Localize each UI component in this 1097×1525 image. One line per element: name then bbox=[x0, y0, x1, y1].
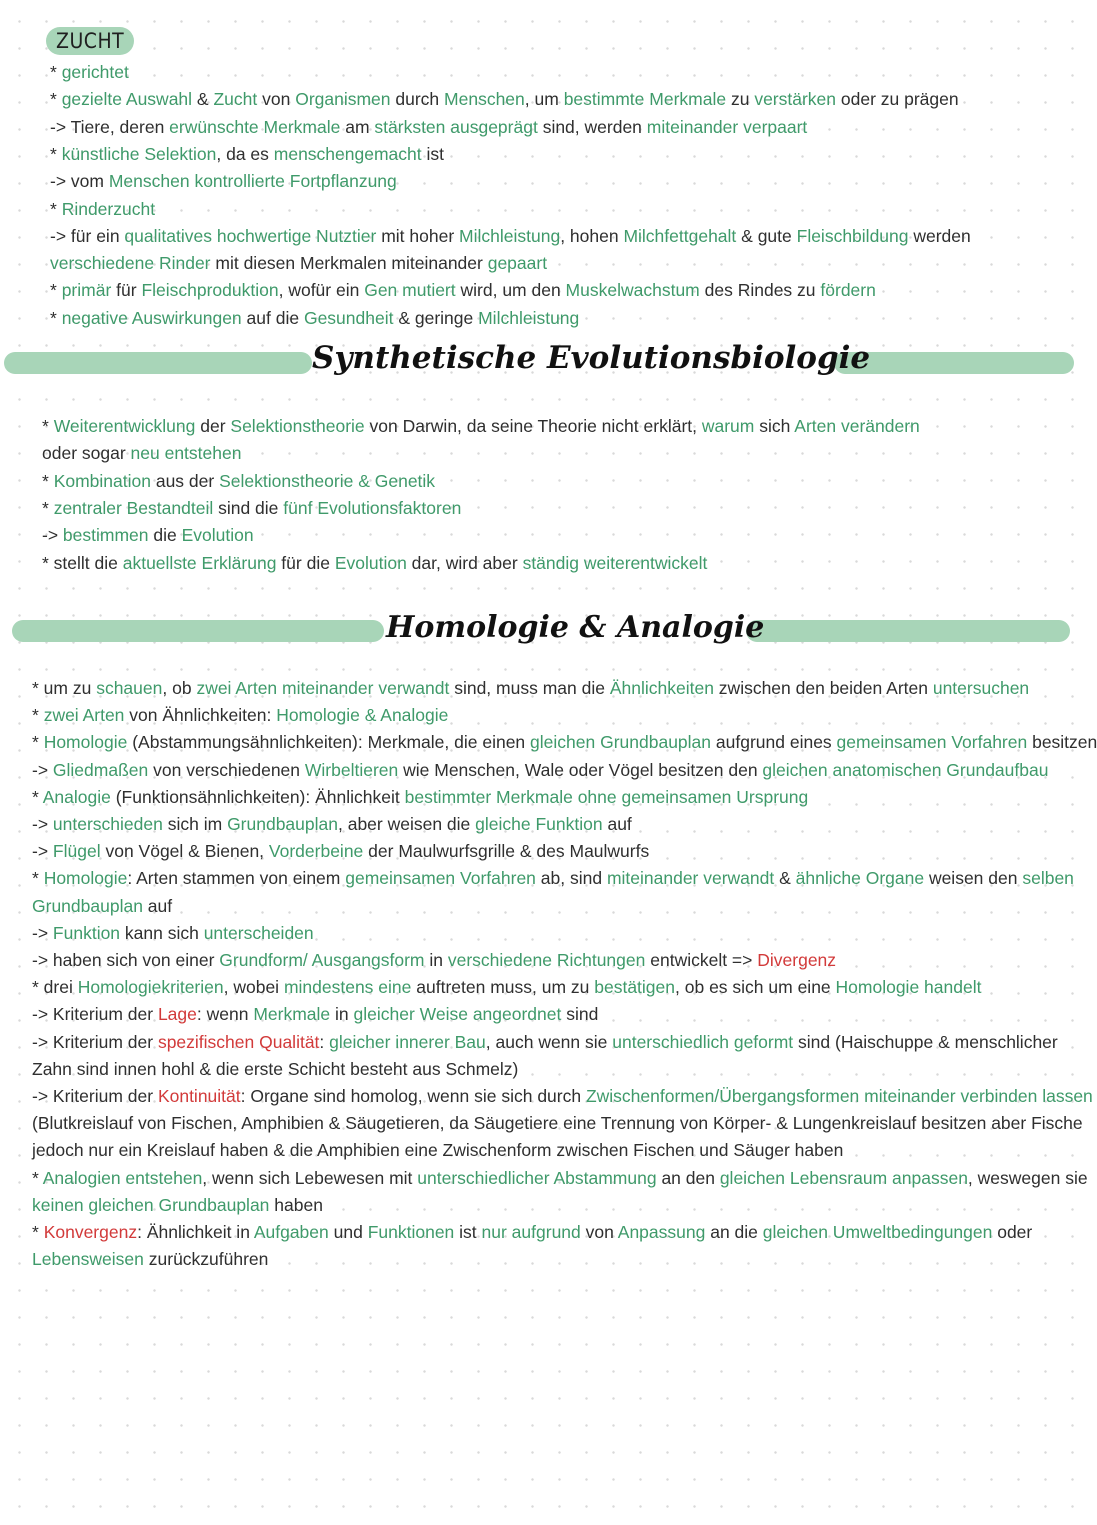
text-segment: * bbox=[50, 62, 62, 82]
text-segment: schauen bbox=[96, 678, 163, 698]
text-segment: , hohen bbox=[560, 225, 624, 246]
homo-line bbox=[32, 1003, 598, 1025]
text-segment: Organismen bbox=[295, 89, 391, 110]
text-segment: Homologie & Analogie bbox=[276, 705, 449, 726]
text-segment: * bbox=[32, 732, 44, 753]
text-segment: und bbox=[328, 1222, 368, 1242]
homo-line bbox=[32, 1167, 1088, 1189]
text-segment: Fleischproduktion bbox=[141, 280, 279, 301]
text-segment: jedoch nur ein Kreislauf haben & die Amphibien eine Zwischenform zwischen Fischen und Säuger haben bbox=[32, 1140, 844, 1161]
text-segment: primär bbox=[61, 280, 112, 301]
text-segment: -> bbox=[32, 814, 53, 834]
text-segment: ist bbox=[454, 1222, 482, 1242]
text-segment: Milchleistung bbox=[459, 225, 561, 246]
text-segment: mit hoher bbox=[376, 225, 460, 246]
zucht-line bbox=[50, 88, 959, 110]
text-segment: von Vögel & Bienen, bbox=[100, 841, 269, 862]
text-segment: -> Kriterium der bbox=[32, 1086, 158, 1106]
text-segment: Konvergenz bbox=[43, 1222, 138, 1242]
text-segment: keinen gleichen Grundbauplan bbox=[32, 1194, 270, 1215]
zucht-line bbox=[50, 198, 155, 220]
text-segment: Grundbauplan bbox=[32, 895, 143, 916]
zucht-line bbox=[50, 116, 807, 138]
synth-line bbox=[42, 415, 920, 437]
text-segment: Kontinuität bbox=[157, 1086, 241, 1106]
synth-line bbox=[42, 524, 254, 546]
homo-line bbox=[32, 1139, 843, 1161]
text-segment: -> für ein bbox=[50, 225, 125, 246]
text-segment: aus der bbox=[150, 470, 220, 491]
homo-line bbox=[32, 677, 1029, 699]
text-segment: Evolution bbox=[181, 525, 254, 546]
text-segment: & geringe bbox=[393, 307, 479, 328]
text-segment: , ob bbox=[162, 678, 197, 698]
text-segment: , wofür ein bbox=[278, 280, 365, 301]
zucht-line bbox=[50, 170, 397, 192]
text-segment: haben bbox=[269, 1194, 323, 1215]
text-segment: * bbox=[50, 307, 62, 328]
text-segment: : Ähnlichkeit in bbox=[137, 1222, 254, 1242]
text-segment: kann sich bbox=[120, 922, 204, 943]
homo-line bbox=[32, 731, 1097, 753]
text-segment: erwünschte Merkmale bbox=[169, 116, 341, 137]
text-segment: Homologie handelt bbox=[835, 977, 982, 998]
homo-line bbox=[32, 1194, 323, 1216]
text-segment: * bbox=[50, 280, 62, 301]
text-segment: entwickelt => bbox=[645, 950, 758, 970]
text-segment: Milchfettgehalt bbox=[623, 225, 737, 246]
text-segment: gerichtet bbox=[61, 62, 129, 82]
text-segment: am bbox=[340, 116, 375, 137]
text-segment: ständig weiterentwickelt bbox=[522, 552, 708, 573]
text-segment: fünf Evolutionsfaktoren bbox=[283, 497, 462, 518]
text-segment: Selektionstheorie & Genetik bbox=[219, 470, 436, 491]
text-segment: , wobei bbox=[223, 977, 284, 998]
text-segment: verstärken bbox=[754, 89, 837, 110]
text-segment: sind, muss man die bbox=[449, 678, 610, 698]
text-segment: Gliedmaßen bbox=[52, 759, 149, 780]
text-segment: * bbox=[50, 143, 62, 164]
text-segment: fördern bbox=[820, 280, 876, 301]
synth-line bbox=[42, 470, 435, 492]
homo-line bbox=[32, 1031, 1058, 1053]
text-segment: von Ähnlichkeiten: bbox=[124, 705, 277, 726]
heading-bar-right-2 bbox=[746, 620, 1070, 642]
text-segment: Vorderbeine bbox=[268, 841, 364, 862]
text-segment: : Arten stammen von einem bbox=[127, 868, 346, 889]
text-segment: Analogien entstehen bbox=[42, 1167, 203, 1188]
text-segment: * bbox=[32, 1222, 44, 1242]
text-segment: von bbox=[580, 1222, 618, 1242]
text-segment: weisen den bbox=[924, 868, 1023, 889]
text-segment: bestimmter Merkmale ohne gemeinsamen Ursprung bbox=[404, 786, 809, 807]
text-segment: ab, sind bbox=[535, 868, 607, 889]
text-segment: bestimmen bbox=[62, 525, 149, 546]
text-segment: Homologiekriterien bbox=[77, 977, 224, 998]
text-segment: -> Tiere, deren bbox=[50, 116, 170, 137]
text-segment: : Organe sind homolog, wenn sie sich durch bbox=[240, 1086, 586, 1106]
text-segment: der Maulwurfsgrille & des Maulwurfs bbox=[363, 841, 650, 862]
text-segment: stärksten ausgeprägt bbox=[374, 116, 538, 137]
homo-line bbox=[32, 1112, 1083, 1134]
text-segment: nur aufgrund bbox=[481, 1222, 581, 1242]
homo-line bbox=[32, 704, 448, 726]
text-segment: -> bbox=[32, 759, 53, 780]
synth-line bbox=[42, 552, 707, 574]
text-segment: auf bbox=[142, 895, 173, 916]
homo-line bbox=[32, 895, 172, 917]
text-segment: * bbox=[32, 868, 44, 889]
text-segment: & bbox=[192, 89, 214, 110]
homo-line bbox=[32, 1058, 518, 1080]
text-segment: Fleischbildung bbox=[796, 225, 909, 246]
text-segment: untersuchen bbox=[932, 678, 1030, 698]
text-segment: auf bbox=[602, 814, 632, 834]
text-segment: mindestens eine bbox=[283, 977, 412, 998]
text-segment: Gesundheit bbox=[303, 307, 394, 328]
text-segment: auftreten muss, um zu bbox=[411, 977, 595, 998]
text-segment: verschiedene Rinder bbox=[50, 253, 211, 274]
text-segment: wird, um den bbox=[455, 280, 566, 301]
text-segment: der bbox=[195, 416, 231, 436]
text-segment: Divergenz bbox=[757, 950, 837, 970]
text-segment: sind bbox=[561, 1004, 599, 1025]
text-segment: Grundform/ Ausgangsform bbox=[219, 950, 425, 970]
zucht-line bbox=[50, 307, 579, 329]
homo-line bbox=[32, 1085, 1093, 1107]
homo-line bbox=[32, 786, 808, 808]
text-segment: * bbox=[42, 497, 54, 518]
text-segment: selben bbox=[1022, 868, 1074, 889]
text-segment: in bbox=[330, 1004, 354, 1025]
text-segment: qualitatives hochwertige Nutztier bbox=[124, 225, 377, 246]
text-segment: -> haben sich von einer bbox=[32, 950, 220, 970]
text-segment: * bbox=[32, 786, 43, 807]
text-segment: Wirbeltieren bbox=[304, 759, 399, 780]
synth-line bbox=[42, 497, 461, 519]
text-segment: gepaart bbox=[487, 253, 548, 274]
zucht-line bbox=[50, 225, 971, 247]
text-segment: Menschen bbox=[444, 89, 525, 110]
text-segment: : wenn bbox=[196, 1004, 254, 1025]
text-segment: (Funktionsähnlichkeiten): Ähnlichkeit bbox=[110, 786, 405, 807]
text-segment: Merkmale bbox=[253, 1004, 331, 1025]
text-segment: -> bbox=[32, 922, 53, 943]
text-segment: miteinander verpaart bbox=[646, 116, 808, 137]
text-segment: * bbox=[42, 470, 54, 491]
text-segment: unterscheiden bbox=[203, 922, 314, 943]
text-segment: miteinander verwandt bbox=[606, 868, 775, 889]
text-segment: , aber weisen die bbox=[337, 814, 476, 834]
text-segment: gemeinsamen Vorfahren bbox=[345, 868, 536, 889]
text-segment: zentraler Bestandteil bbox=[53, 497, 214, 518]
text-segment: künstliche Selektion bbox=[61, 143, 217, 164]
text-segment: Lebensweisen bbox=[32, 1249, 144, 1270]
text-segment: Ähnlichkeiten bbox=[609, 678, 714, 698]
text-segment: spezifischen Qualität bbox=[157, 1031, 320, 1052]
text-segment: * drei bbox=[32, 977, 78, 998]
text-segment: aufgrund eines bbox=[711, 732, 837, 753]
text-segment: gleichen Lebensraum anpassen bbox=[719, 1167, 968, 1188]
text-segment: von Darwin, da seine Theorie nicht erklärt, bbox=[364, 416, 702, 436]
text-segment: & bbox=[774, 868, 796, 889]
text-segment: * bbox=[50, 89, 62, 110]
heading-synthetische-evolutionsbiologie: Synthetische Evolutionsbiologie bbox=[312, 340, 871, 376]
text-segment: gleicher innerer Bau bbox=[329, 1031, 486, 1052]
text-segment: gezielte Auswahl bbox=[61, 89, 193, 110]
homo-line bbox=[32, 759, 1048, 781]
text-segment: ist bbox=[421, 143, 445, 164]
text-segment: Funktionen bbox=[367, 1222, 455, 1242]
homo-line bbox=[32, 840, 649, 862]
text-segment: * bbox=[50, 198, 62, 219]
text-segment: (Abstammungsähnlichkeiten): Merkmale, die einen bbox=[127, 732, 531, 753]
text-segment: unterschiedlich geformt bbox=[612, 1031, 794, 1052]
zucht-line bbox=[50, 61, 129, 83]
text-segment: Grundbauplan bbox=[227, 814, 338, 834]
text-segment: verschiedene Richtungen bbox=[447, 950, 646, 970]
text-segment: negative Auswirkungen bbox=[61, 307, 242, 328]
text-segment: an den bbox=[656, 1167, 720, 1188]
text-segment: zwischen den beiden Arten bbox=[713, 678, 933, 698]
text-segment: unterschiedlicher Abstammung bbox=[417, 1167, 657, 1188]
homo-line bbox=[32, 813, 632, 835]
text-segment: sich bbox=[754, 416, 795, 436]
text-segment: bestimmte Merkmale bbox=[563, 89, 727, 110]
text-segment: Zahn sind innen hohl & die erste Schicht besteht aus Schmelz) bbox=[32, 1058, 519, 1079]
text-segment: zurückzuführen bbox=[143, 1249, 269, 1270]
text-segment: gemeinsamen Vorfahren bbox=[836, 732, 1028, 753]
text-segment: an die bbox=[705, 1222, 763, 1242]
text-segment: ähnliche Organe bbox=[795, 868, 925, 889]
text-segment: , weswegen sie bbox=[967, 1167, 1088, 1188]
text-segment: * bbox=[42, 416, 54, 436]
text-segment: oder bbox=[992, 1222, 1033, 1242]
text-segment: miteinander verbinden lassen bbox=[864, 1086, 1093, 1106]
text-segment: Kombination bbox=[53, 470, 151, 491]
zucht-line bbox=[50, 279, 876, 301]
text-segment: Selektionstheorie bbox=[230, 416, 365, 436]
text-segment: besitzen bbox=[1027, 732, 1097, 753]
text-segment: Menschen kontrollierte Fortpflanzung bbox=[108, 171, 397, 192]
text-segment: von bbox=[257, 89, 296, 110]
text-segment: gleicher Weise angeordnet bbox=[353, 1004, 562, 1025]
text-segment: unterschieden bbox=[52, 814, 163, 834]
text-segment: Rinderzucht bbox=[61, 198, 156, 219]
homo-line bbox=[32, 949, 836, 971]
heading-bar-left bbox=[4, 352, 312, 374]
text-segment: Homologie bbox=[43, 732, 128, 753]
heading-bar-left-2 bbox=[12, 620, 384, 642]
homo-line bbox=[32, 867, 1074, 889]
text-segment: & gute bbox=[736, 225, 797, 246]
text-segment: Flügel bbox=[52, 841, 101, 862]
text-segment: -> vom bbox=[50, 171, 109, 192]
text-segment: Funktion bbox=[52, 922, 121, 943]
text-segment: von verschiedenen bbox=[148, 759, 305, 780]
text-segment: neu entstehen bbox=[130, 443, 242, 464]
text-segment: gleichen Grundbauplan bbox=[530, 732, 712, 753]
text-segment: oder sogar bbox=[42, 443, 131, 464]
text-segment: dar, wird aber bbox=[406, 552, 523, 573]
zucht-line bbox=[50, 143, 444, 165]
text-segment: Anpassung bbox=[617, 1222, 706, 1242]
section-badge-zucht: ZUCHT bbox=[46, 27, 134, 55]
text-segment: Muskelwachstum bbox=[565, 280, 700, 301]
heading-homologie-analogie: Homologie & Analogie bbox=[386, 610, 765, 645]
text-segment: sind (Haischuppe & menschlicher bbox=[793, 1031, 1058, 1052]
text-segment: für die bbox=[276, 552, 335, 573]
text-segment: mit diesen Merkmalen miteinander bbox=[210, 253, 488, 274]
text-segment: (Blutkreislauf von Fischen, Amphibien & Säugetieren, da Säugetiere eine Trennung von Körper- & Lungenkreislauf besitzen aber Fische bbox=[32, 1113, 1083, 1134]
text-segment: , wenn sich Lebewesen mit bbox=[202, 1167, 418, 1188]
text-segment: gleichen anatomischen Grundaufbau bbox=[762, 759, 1049, 780]
text-segment: Zwischenformen/Übergangsformen bbox=[585, 1086, 860, 1106]
text-segment: -> Kriterium der bbox=[32, 1004, 158, 1025]
text-segment: * bbox=[32, 705, 44, 726]
text-segment: sind, werden bbox=[537, 116, 647, 137]
text-segment: in bbox=[424, 950, 448, 970]
text-segment: Arten verändern bbox=[794, 416, 920, 436]
text-segment: wie Menschen, Wale oder Vögel besitzen den bbox=[398, 759, 763, 780]
text-segment: -> Kriterium der bbox=[32, 1031, 158, 1052]
text-segment: durch bbox=[390, 89, 445, 110]
text-segment: Gen mutiert bbox=[364, 280, 456, 301]
text-segment: Homologie bbox=[43, 868, 128, 889]
text-segment: , da es bbox=[216, 143, 274, 164]
homo-line bbox=[32, 1221, 1032, 1243]
text-segment: aktuellste Erklärung bbox=[122, 552, 277, 573]
text-segment: werden bbox=[908, 225, 971, 246]
text-segment: zu bbox=[726, 89, 755, 110]
text-segment: Zucht bbox=[213, 89, 258, 110]
homo-line bbox=[32, 1248, 268, 1270]
text-segment: des Rindes zu bbox=[699, 280, 821, 301]
text-segment: menschengemacht bbox=[273, 143, 422, 164]
text-segment: für bbox=[111, 280, 142, 301]
text-segment: die bbox=[148, 525, 182, 546]
text-segment: , auch wenn sie bbox=[485, 1031, 613, 1052]
text-segment: Aufgaben bbox=[253, 1222, 329, 1242]
text-segment: , ob es sich um eine bbox=[675, 977, 836, 998]
zucht-line bbox=[50, 252, 547, 274]
text-segment: Analogie bbox=[42, 786, 111, 807]
text-segment: oder zu prägen bbox=[836, 89, 959, 110]
homo-line bbox=[32, 922, 314, 944]
text-segment: Weiterentwicklung bbox=[53, 416, 196, 436]
text-segment: sind die bbox=[213, 497, 284, 518]
text-segment: * stellt die bbox=[42, 552, 123, 573]
text-segment: gleichen Umweltbedingungen bbox=[762, 1222, 993, 1242]
text-segment: : bbox=[319, 1031, 330, 1052]
text-segment: * bbox=[32, 1167, 43, 1188]
text-segment: gleiche Funktion bbox=[475, 814, 603, 834]
text-segment: sich im bbox=[162, 814, 228, 834]
text-segment: * um zu bbox=[32, 678, 97, 698]
text-segment: auf die bbox=[241, 307, 304, 328]
text-segment: Lage bbox=[157, 1004, 197, 1025]
text-segment: bestätigen bbox=[594, 977, 676, 998]
text-segment: Milchleistung bbox=[478, 307, 580, 328]
text-segment: Evolution bbox=[334, 552, 407, 573]
text-segment: warum bbox=[701, 416, 755, 436]
text-segment: , um bbox=[524, 89, 564, 110]
synth-line bbox=[42, 442, 241, 464]
text-segment: -> bbox=[42, 525, 63, 546]
homo-line bbox=[32, 976, 981, 998]
text-segment: zwei Arten bbox=[43, 705, 125, 726]
text-segment: zwei Arten miteinander verwandt bbox=[196, 678, 450, 698]
text-segment: -> bbox=[32, 841, 53, 862]
